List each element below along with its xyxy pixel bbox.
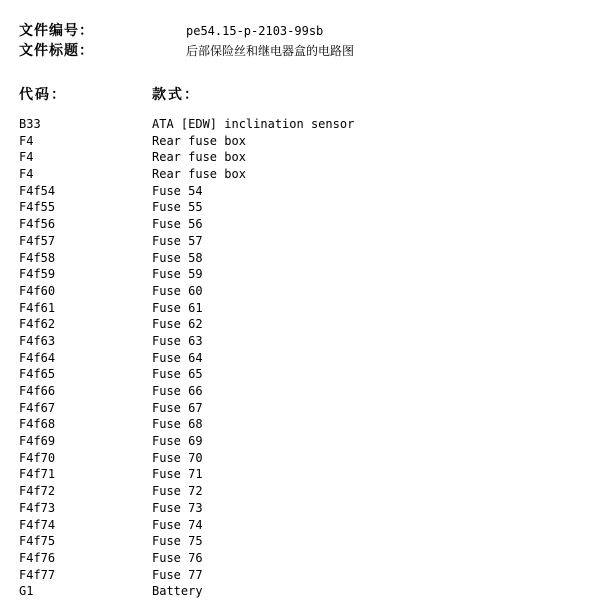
component-description: Fuse 77 [152, 567, 203, 582]
table-row [19, 316, 589, 333]
component-description: Fuse 60 [152, 283, 203, 298]
table-row [19, 400, 589, 417]
table-row [19, 483, 589, 500]
component-description: Fuse 64 [152, 350, 203, 365]
component-code: B33 [19, 117, 41, 131]
table-row [19, 550, 589, 567]
document-title-value: 后部保险丝和继电器盒的电路图 [186, 44, 355, 58]
component-code: F4f75 [19, 534, 56, 549]
component-code: F4f72 [19, 484, 56, 499]
component-code: F4f61 [19, 300, 56, 315]
component-code: F4 [19, 133, 34, 148]
document-number-value: pe54.15-p-2103-99sb [186, 24, 324, 38]
table-row [19, 433, 589, 450]
table-row [19, 466, 589, 483]
component-code: F4 [19, 150, 34, 165]
table-row [19, 266, 589, 283]
table-row [19, 216, 589, 233]
component-code: F4f64 [19, 350, 56, 365]
table-row [19, 199, 589, 216]
component-description: Fuse 66 [152, 384, 203, 398]
table-header-row [19, 86, 589, 104]
table-row [19, 533, 589, 550]
component-description: Fuse 61 [152, 300, 203, 315]
table-row [19, 333, 589, 350]
table-row [19, 517, 589, 534]
component-description: Fuse 54 [152, 183, 203, 198]
component-code: F4f57 [19, 233, 56, 248]
component-list [19, 116, 589, 600]
component-description: Fuse 72 [152, 484, 203, 499]
style-column-header: 款式： [152, 87, 200, 103]
table-row [19, 283, 589, 300]
component-description: Fuse 63 [152, 333, 203, 348]
component-description: Fuse 68 [152, 417, 203, 432]
component-description: Fuse 70 [152, 450, 203, 465]
component-code: F4f76 [19, 550, 56, 565]
component-description: Fuse 58 [152, 250, 203, 265]
component-code: F4f65 [19, 367, 56, 382]
component-description: Fuse 76 [152, 550, 203, 565]
document-title-row [19, 42, 589, 60]
component-code: F4f54 [19, 183, 56, 198]
component-description: Fuse 56 [152, 217, 203, 232]
component-code: F4f58 [19, 250, 56, 265]
component-code: F4f63 [19, 333, 56, 348]
table-row [19, 233, 589, 250]
component-description: Fuse 59 [152, 267, 203, 282]
table-row [19, 450, 589, 467]
component-code: F4f70 [19, 450, 56, 465]
table-row [19, 567, 589, 584]
component-description: Fuse 67 [152, 400, 203, 415]
component-code: F4f66 [19, 384, 56, 398]
component-code: F4 [19, 167, 34, 182]
table-row [19, 133, 589, 150]
component-description: Rear fuse box [152, 150, 246, 165]
component-code: F4f77 [19, 567, 56, 582]
component-code: F4f69 [19, 434, 56, 449]
component-description: Fuse 73 [152, 500, 203, 515]
component-description: ATA [EDW] inclination sensor [152, 117, 355, 131]
component-description: Fuse 75 [152, 534, 203, 549]
component-description: Fuse 65 [152, 367, 203, 382]
document-title-label: 文件标题： [19, 43, 94, 59]
table-row [19, 350, 589, 367]
component-description: Rear fuse box [152, 167, 246, 182]
component-code: F4f60 [19, 283, 56, 298]
table-row [19, 183, 589, 200]
component-code: F4f73 [19, 500, 56, 515]
table-row [19, 166, 589, 183]
document-number-label: 文件编号： [19, 23, 94, 39]
component-description: Fuse 74 [152, 517, 203, 532]
component-description: Fuse 62 [152, 317, 203, 332]
component-code: F4f56 [19, 217, 56, 232]
component-code: F4f59 [19, 267, 56, 282]
component-description: Battery [152, 584, 203, 599]
component-description: Fuse 57 [152, 233, 203, 248]
table-row [19, 366, 589, 383]
table-row [19, 416, 589, 433]
table-row [19, 250, 589, 267]
document-number-row [19, 22, 589, 40]
component-code: F4f62 [19, 317, 56, 332]
component-code: F4f74 [19, 517, 56, 532]
code-column-header: 代码： [19, 87, 67, 103]
component-code: F4f68 [19, 417, 56, 432]
table-row [19, 300, 589, 317]
table-row [19, 500, 589, 517]
component-code: G1 [19, 584, 34, 599]
table-row [19, 116, 589, 133]
component-description: Fuse 55 [152, 200, 203, 215]
component-description: Fuse 71 [152, 467, 203, 482]
component-code: F4f71 [19, 467, 56, 482]
table-row [19, 383, 589, 400]
component-code: F4f55 [19, 200, 56, 215]
component-description: Rear fuse box [152, 133, 246, 148]
component-code: F4f67 [19, 400, 56, 415]
component-description: Fuse 69 [152, 434, 203, 449]
table-row [19, 149, 589, 166]
